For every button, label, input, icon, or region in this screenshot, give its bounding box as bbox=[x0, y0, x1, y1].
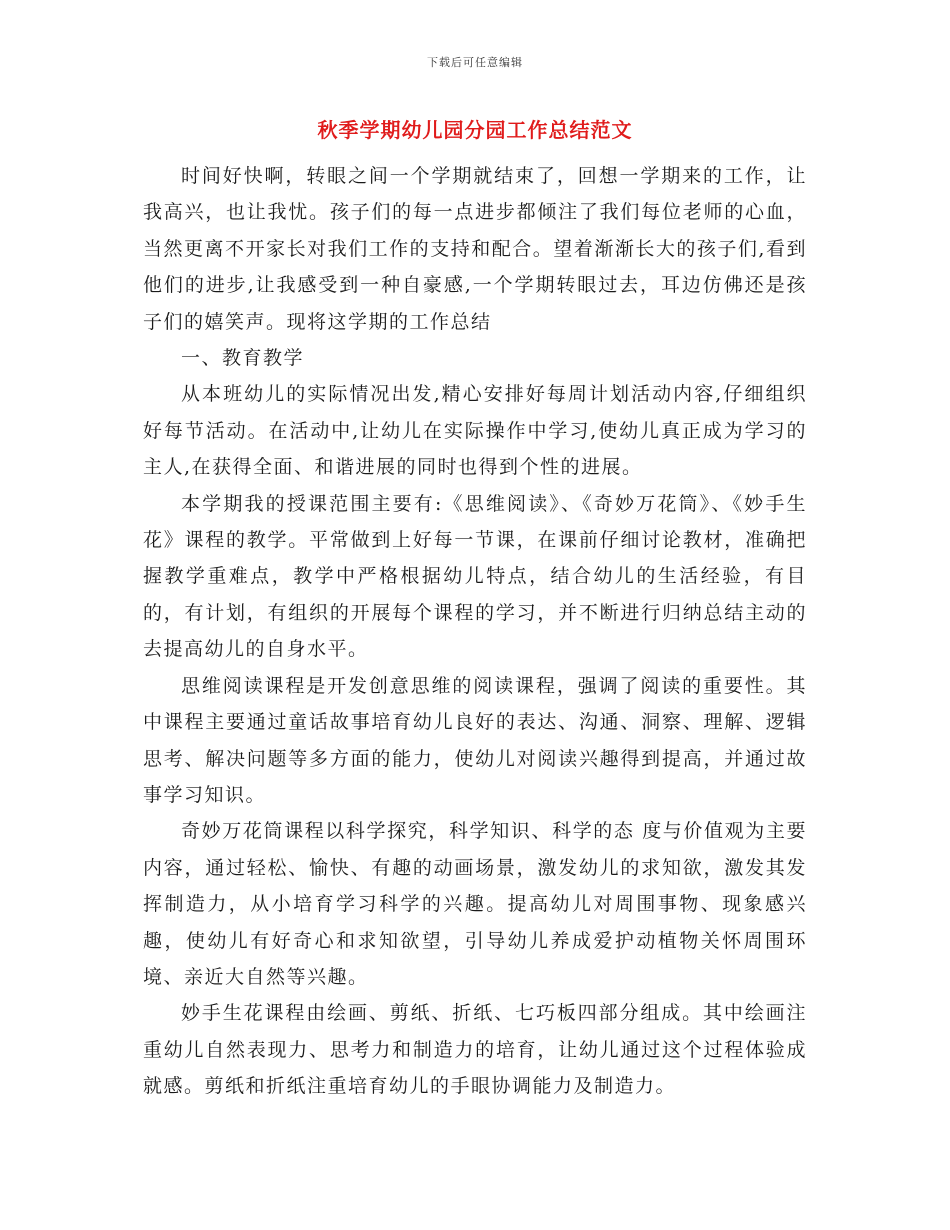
document-title: 秋季学期幼儿园分园工作总结范文 bbox=[317, 118, 633, 142]
paragraph-course-scope: 本学期我的授课范围主要有:《思维阅读》、《奇妙万花筒》、《妙手生花》课程的教学。平常做到上好每一节课，在课前仔细讨论教材，准确把握教学重难点，教学中严格根据幼儿特点，结合幼儿的生活经验，有目的，有计划，有组织的开展每个课程的学习，并不断进行归纳总结主动的去提高幼儿的自身水平。 bbox=[143, 492, 807, 661]
paragraph-intro: 时间好快啊，转眼之间一个学期就结束了，回想一学期来的工作，让我高兴，也让我忧。孩子们的每一点进步都倾注了我们每位老师的心血，当然更离不开家长对我们工作的支持和配合。望着渐渐长大的孩子们,看到他们的进步,让我感受到一种自豪感,一个学期转眼过去，耳边仿佛还是孩子们的嬉笑声。现将这学期的工作总结 bbox=[143, 165, 807, 333]
paragraph-handcraft: 妙手生花课程由绘画、剪纸、折纸、七巧板四部分组成。其中绘画注重幼儿自然表现力、思考力和制造力的培育，让幼儿通过这个过程体验成就感。剪纸和折纸注重培育幼儿的手眼协调能力及制造力。 bbox=[143, 1002, 807, 1098]
section-heading-education: 一、教育教学 bbox=[181, 347, 305, 370]
document-body bbox=[143, 158, 807, 1105]
header-note: 下载后可任意编辑 bbox=[427, 56, 523, 69]
paragraph-thinking-reading: 思维阅读课程是开发创意思维的阅读课程，强调了阅读的重要性。其中课程主要通过童话故事培育幼儿良好的表达、沟通、洞察、理解、逻辑思考、解决问题等多方面的能力，使幼儿对阅读兴趣得到提高，并通过故事学习知识。 bbox=[143, 674, 807, 806]
paragraph-class-activities: 从本班幼儿的实际情况出发,精心安排好每周计划活动内容,仔细组织好每节活动。在活动中,让幼儿在实际操作中学习,使幼儿真正成为学习的主人,在获得全面、和谐进展的同时也得到个性的进展。 bbox=[143, 383, 807, 479]
paragraph-kaleidoscope: 奇妙万花筒课程以科学探究，科学知识、科学的态 度与价值观为主要内容，通过轻松、愉快、有趣的动画场景，激发幼儿的求知欲，激发其发挥制造力，从小培育学习科学的兴趣。提高幼儿对周围事物、现象感兴趣，使幼儿有好奇心和求知欲望，引导幼儿养成爱护动植物关怀周围环境、亲近大自然等兴趣。 bbox=[143, 820, 807, 988]
